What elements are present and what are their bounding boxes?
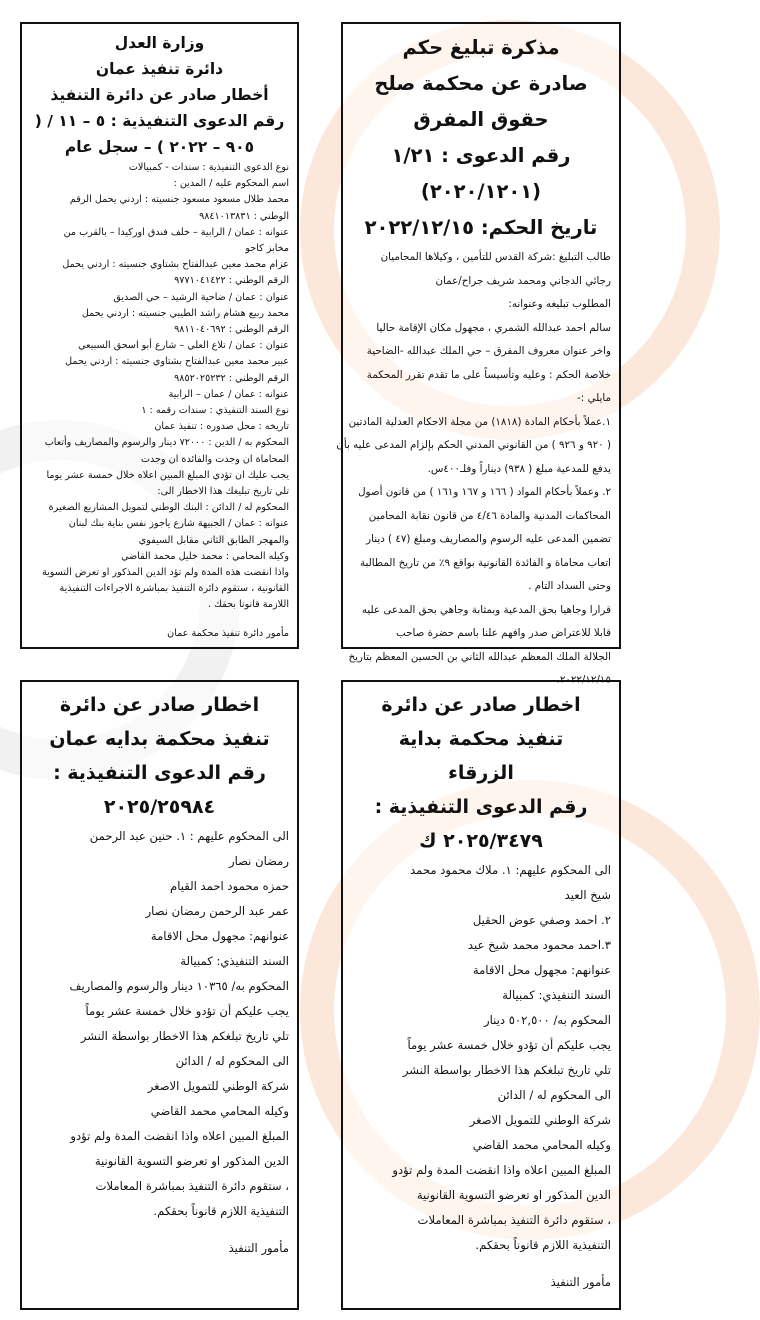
notice-body [351, 858, 611, 1295]
body-line: نوع الدعوى التنفيذية : سندات - كمبيالات [128, 162, 289, 173]
body-line: وحتى السداد التام . [528, 580, 611, 592]
signature-line: مأمور دائرة تنفيذ محكمة عمان [167, 627, 289, 639]
body-line: محمد ربيع هشام راشد الطيبي جنسيته : اردني يحمل [81, 307, 289, 319]
title-line: اخطار صادر عن دائرة [381, 694, 581, 716]
title-line: رقم الدعوى التنفيذية : [374, 796, 588, 818]
body-line: المحكوم به / الدين : ٧٢٠٠٠ دينار والرسوم والمصاريف وأتعاب [44, 437, 289, 449]
body-line: والمهجر الطابق الثاني مقابل السيفوي [138, 534, 289, 546]
body-line: الدين المذكور او تعرضو التسوية القانونية [416, 1188, 611, 1202]
body-line: الدين المذكور او تعرضو التسوية القانونية [94, 1154, 289, 1168]
body-line: السند التنفيذي: كمبيالة [502, 988, 611, 1002]
body-line: اتعاب محاماة و الفائدة القانونية بواقع ٩٪ من تاريخ المطالبة [360, 556, 611, 569]
title-line: أخطار صادر عن دائرة التنفيذ [50, 86, 269, 104]
body-line: تاريخه : محل صدوره : تنفيذ عمان [154, 421, 289, 433]
body-line: يجب عليكم أن تؤدو خلال خمسة عشر يوماً [407, 1038, 611, 1052]
body-line: قرارا وجاهيا بحق المدعية وبمثابة وجاهي بحق المدعى عليه [361, 603, 611, 616]
notice-body [30, 824, 289, 1261]
title-line: تنفيذ محكمة بدايه عمان [49, 728, 270, 750]
notice-body [336, 246, 611, 693]
body-line: قابلا للاعتراض صدر وافهم علنا باسم حضرة صاحب [396, 627, 611, 639]
title-line: ٩٠٥ – ٢٠٢٢ ) – سجل عام [64, 138, 255, 156]
body-line: الرقم الوطني : ٩٧٧١٠٤١٤٢٢ [174, 275, 289, 287]
body-line: نوع السند التنفيذي : سندات رقمه : ١ [141, 405, 289, 417]
notice-title [351, 30, 611, 246]
body-line: السند التنفيذي: كمبيالة [180, 954, 289, 968]
body-line: عنوان : عمان / تلاع العلي – شارع أبو اسحق السبيعي [78, 340, 289, 352]
signature-line: مأمور التنفيذ [550, 1275, 611, 1289]
body-line: يدفع للمدعية مبلغ ( ٩٣٨) ديناراً وفلـ٤٠٠س. [427, 462, 611, 475]
body-line: التنفيذية اللازم قانوناً بحقكم. [475, 1238, 611, 1252]
notice-mafraq-judgment [336, 22, 621, 663]
body-line: المبلغ المبين اعلاه واذا انقضت المدة ولم تؤدو [392, 1163, 611, 1177]
body-line: الوطني : ٩٨٤١٠١٣٨٣١ [199, 210, 289, 222]
body-line: مخابز كاجو [245, 243, 289, 255]
body-line: ٢. وعملاً بأحكام المواد ( ١٦٦ و ١٦٧ و١٦١ ) من قانون أصول [358, 486, 611, 498]
body-line: شيخ العيد [564, 888, 611, 902]
body-line: الرقم الوطني : ٩٨٥٢٠٢٥٢٣٢ [174, 372, 289, 384]
body-line: واخر عنوان معروف المفرق – حي الملك عبدالله -الضاحية [366, 345, 611, 357]
body-line: المحكوم له / الدائن : البنك الوطني لتمويل المشاريع الصغيرة [48, 502, 289, 514]
body-line: وكيله المحامي : محمد خليل محمد القاضي [121, 550, 289, 562]
body-line: المحاماة ان وجدت والفائدة ان وجدت [140, 453, 289, 465]
body-line: المحاكمات المدنية والمادة ٤/٤٦ من قانون نقابة المحامين [368, 509, 611, 522]
notice-zarqa-first-instance [341, 680, 621, 1310]
body-line: ١.عملاً بأحكام المادة (١٨١٨) من مجلة الاحكام العدلية المادتين [348, 415, 611, 428]
title-line: اخطار صادر عن دائرة [59, 694, 260, 716]
body-line: رمضان نصار [228, 854, 289, 868]
body-line: عنوانه : عمان / الرابية – خلف فندق اوركيدا – بالقرب من [63, 226, 289, 238]
body-line: مايلي :- [577, 392, 611, 404]
notice-title [30, 30, 289, 160]
body-line: عزام محمد معين عبدالفتاح بشتاوي جنسيته : اردني يحمل [62, 259, 289, 271]
body-line: خلاصة الحكم : وعليه وتأسيساً على ما تقدم تقرر المحكمة [366, 368, 611, 381]
body-line: عنوانهم: مجهول محل الاقامة [150, 929, 289, 943]
body-line: الى المحكوم له / الدائن [175, 1054, 289, 1068]
title-line: (٢٠٢٠/١٢٠١) [420, 180, 542, 203]
notice-amman-first-instance [20, 680, 299, 1310]
title-line: مذكرة تبليغ حكم [402, 36, 560, 59]
body-line: المبلغ المبين اعلاه واذا انقضت المدة ولم تؤدو [70, 1129, 289, 1143]
notice-title [351, 688, 611, 858]
title-line: رقم الدعوى : ١/٢١ [391, 144, 571, 167]
body-line: ٢. احمد وصفي عوض الحقيل [472, 913, 611, 927]
body-line: يجب عليك ان تؤدي المبلغ المبين اعلاه خلال خمسة عشر يوما [46, 469, 289, 481]
body-line: القانونية ، ستقوم دائرة التنفيذ بمباشرة الاجراءات التنفيذية [59, 583, 289, 595]
body-line: وكيله المحامي محمد القاضي [150, 1104, 289, 1118]
body-line: واذا انقضت هذه المدة ولم تؤد الدين المذكور او تعرض التسوية [41, 567, 289, 579]
body-line: الى المحكوم عليهم: ١. ملاك محمود محمد [410, 863, 611, 877]
body-line: اللازمة قانونا بحقك . [208, 599, 289, 611]
body-line: الجلالة الملك المعظم عبدالله الثاني بن الحسين المعظم بتاريخ [348, 650, 611, 663]
body-line: التنفيذية اللازم قانوناً بحقكم. [153, 1204, 289, 1218]
body-line: شركة الوطني للتمويل الاصغر [147, 1079, 289, 1093]
body-line: ( ٩٢٠ و ٩٢٦ ) من القانوني المدني الحكم بإلزام المدعى عليه بأن [336, 439, 611, 451]
body-line: ٣.احمد محمود محمد شيخ عيد [467, 938, 611, 952]
title-line: حقوق المفرق [413, 108, 549, 131]
body-line: تضمين المدعى عليه الرسوم والمصاريف ومبلغ (٤٧ ) دينار [366, 533, 611, 545]
notice-amman-execution [20, 22, 299, 649]
body-line: اسم المحكوم عليه / المدين : [173, 178, 289, 190]
body-line: الى المحكوم له / الدائن [497, 1088, 611, 1102]
title-line: صادرة عن محكمة صلح [374, 72, 588, 95]
title-line: ٢٠٢٥/٣٤٧٩ ك [419, 830, 543, 852]
body-line: يجب عليكم أن تؤدو خلال خمسة عشر يوماً [85, 1004, 289, 1018]
body-line: عنوانهم: مجهول محل الاقامة [472, 963, 611, 977]
title-line: ٢٠٢٥/٢٥٩٨٤ [103, 796, 216, 818]
body-line: تلي تاريخ تبليغك هذا الاخطار الى: [157, 486, 289, 498]
body-line: عمر عبد الرحمن رمضان نصار [145, 904, 289, 918]
body-line: عبير محمد معين عبدالفتاح بشتاوي جنسيته : اردني يحمل [65, 356, 289, 368]
signature-line: مأمور التنفيذ [228, 1241, 289, 1255]
title-line: رقم الدعوى التنفيذية : [53, 762, 266, 784]
title-line: دائرة تنفيذ عمان [95, 60, 224, 78]
body-line: شركة الوطني للتمويل الاصغر [469, 1113, 611, 1127]
body-line: الرقم الوطني : ٩٨١١٠٤٠٦٩٢ [174, 324, 289, 336]
title-line: تنفيذ محكمة بداية [398, 728, 564, 750]
body-line: حمزه محمود احمد القيام [170, 879, 289, 893]
body-line: سالم احمد عبدالله الشمري ، مجهول مكان الإقامة حاليا [376, 321, 611, 334]
notice-title [30, 688, 289, 824]
body-line: الى المحكوم عليهم : ١. حنين عبد الرحمن [89, 829, 289, 843]
title-line: الزرقاء [448, 762, 514, 784]
body-line: تلي تاريخ تبلغكم هذا الاخطار بواسطة النشر [402, 1063, 611, 1077]
body-line: عنوانه : عمان / عمان – الرابية [168, 388, 289, 400]
title-line: وزارة العدل [114, 34, 205, 52]
body-line: وكيله المحامي محمد القاضي [472, 1138, 611, 1152]
body-line: المطلوب تبليغه وعنوانه: [508, 298, 611, 310]
body-line: ، ستقوم دائرة التنفيذ بمباشرة المعاملات [417, 1213, 611, 1227]
title-line: تاريخ الحكم: ٢٠٢٢/١٢/١٥ [364, 216, 598, 239]
body-line: عنوان : عمان / ضاحية الرشيد – حي الصديق [113, 291, 289, 303]
body-line: رجائي الدجاني ومحمد شريف جراح/عمان [435, 274, 611, 287]
body-line: المحكوم به/ ١٠٣٦٥ دينار والرسوم والمصاريف [69, 979, 289, 993]
body-line: طالب التبليغ :شركة القدس للتأمين ، وكيلاها المحاميان [380, 251, 611, 263]
body-line: عنوانه : عمان / الجبيهة شارع ياجوز نفس بناية بنك لبنان [68, 518, 289, 530]
notice-body [30, 160, 289, 642]
body-line: محمد طلال مسعود مسعود جنسيته : اردني يحمل الرقم [69, 194, 289, 206]
title-line: رقم الدعوى التنفيذية : ٥ – ١١ / ( [34, 112, 285, 130]
body-line: تلي تاريخ تبلغكم هذا الاخطار بواسطة النشر [80, 1029, 289, 1043]
body-line: المحكوم به/ ٥٠٢,٥٠٠ دينار [483, 1013, 611, 1027]
body-line: ، ستقوم دائرة التنفيذ بمباشرة المعاملات [95, 1179, 289, 1193]
